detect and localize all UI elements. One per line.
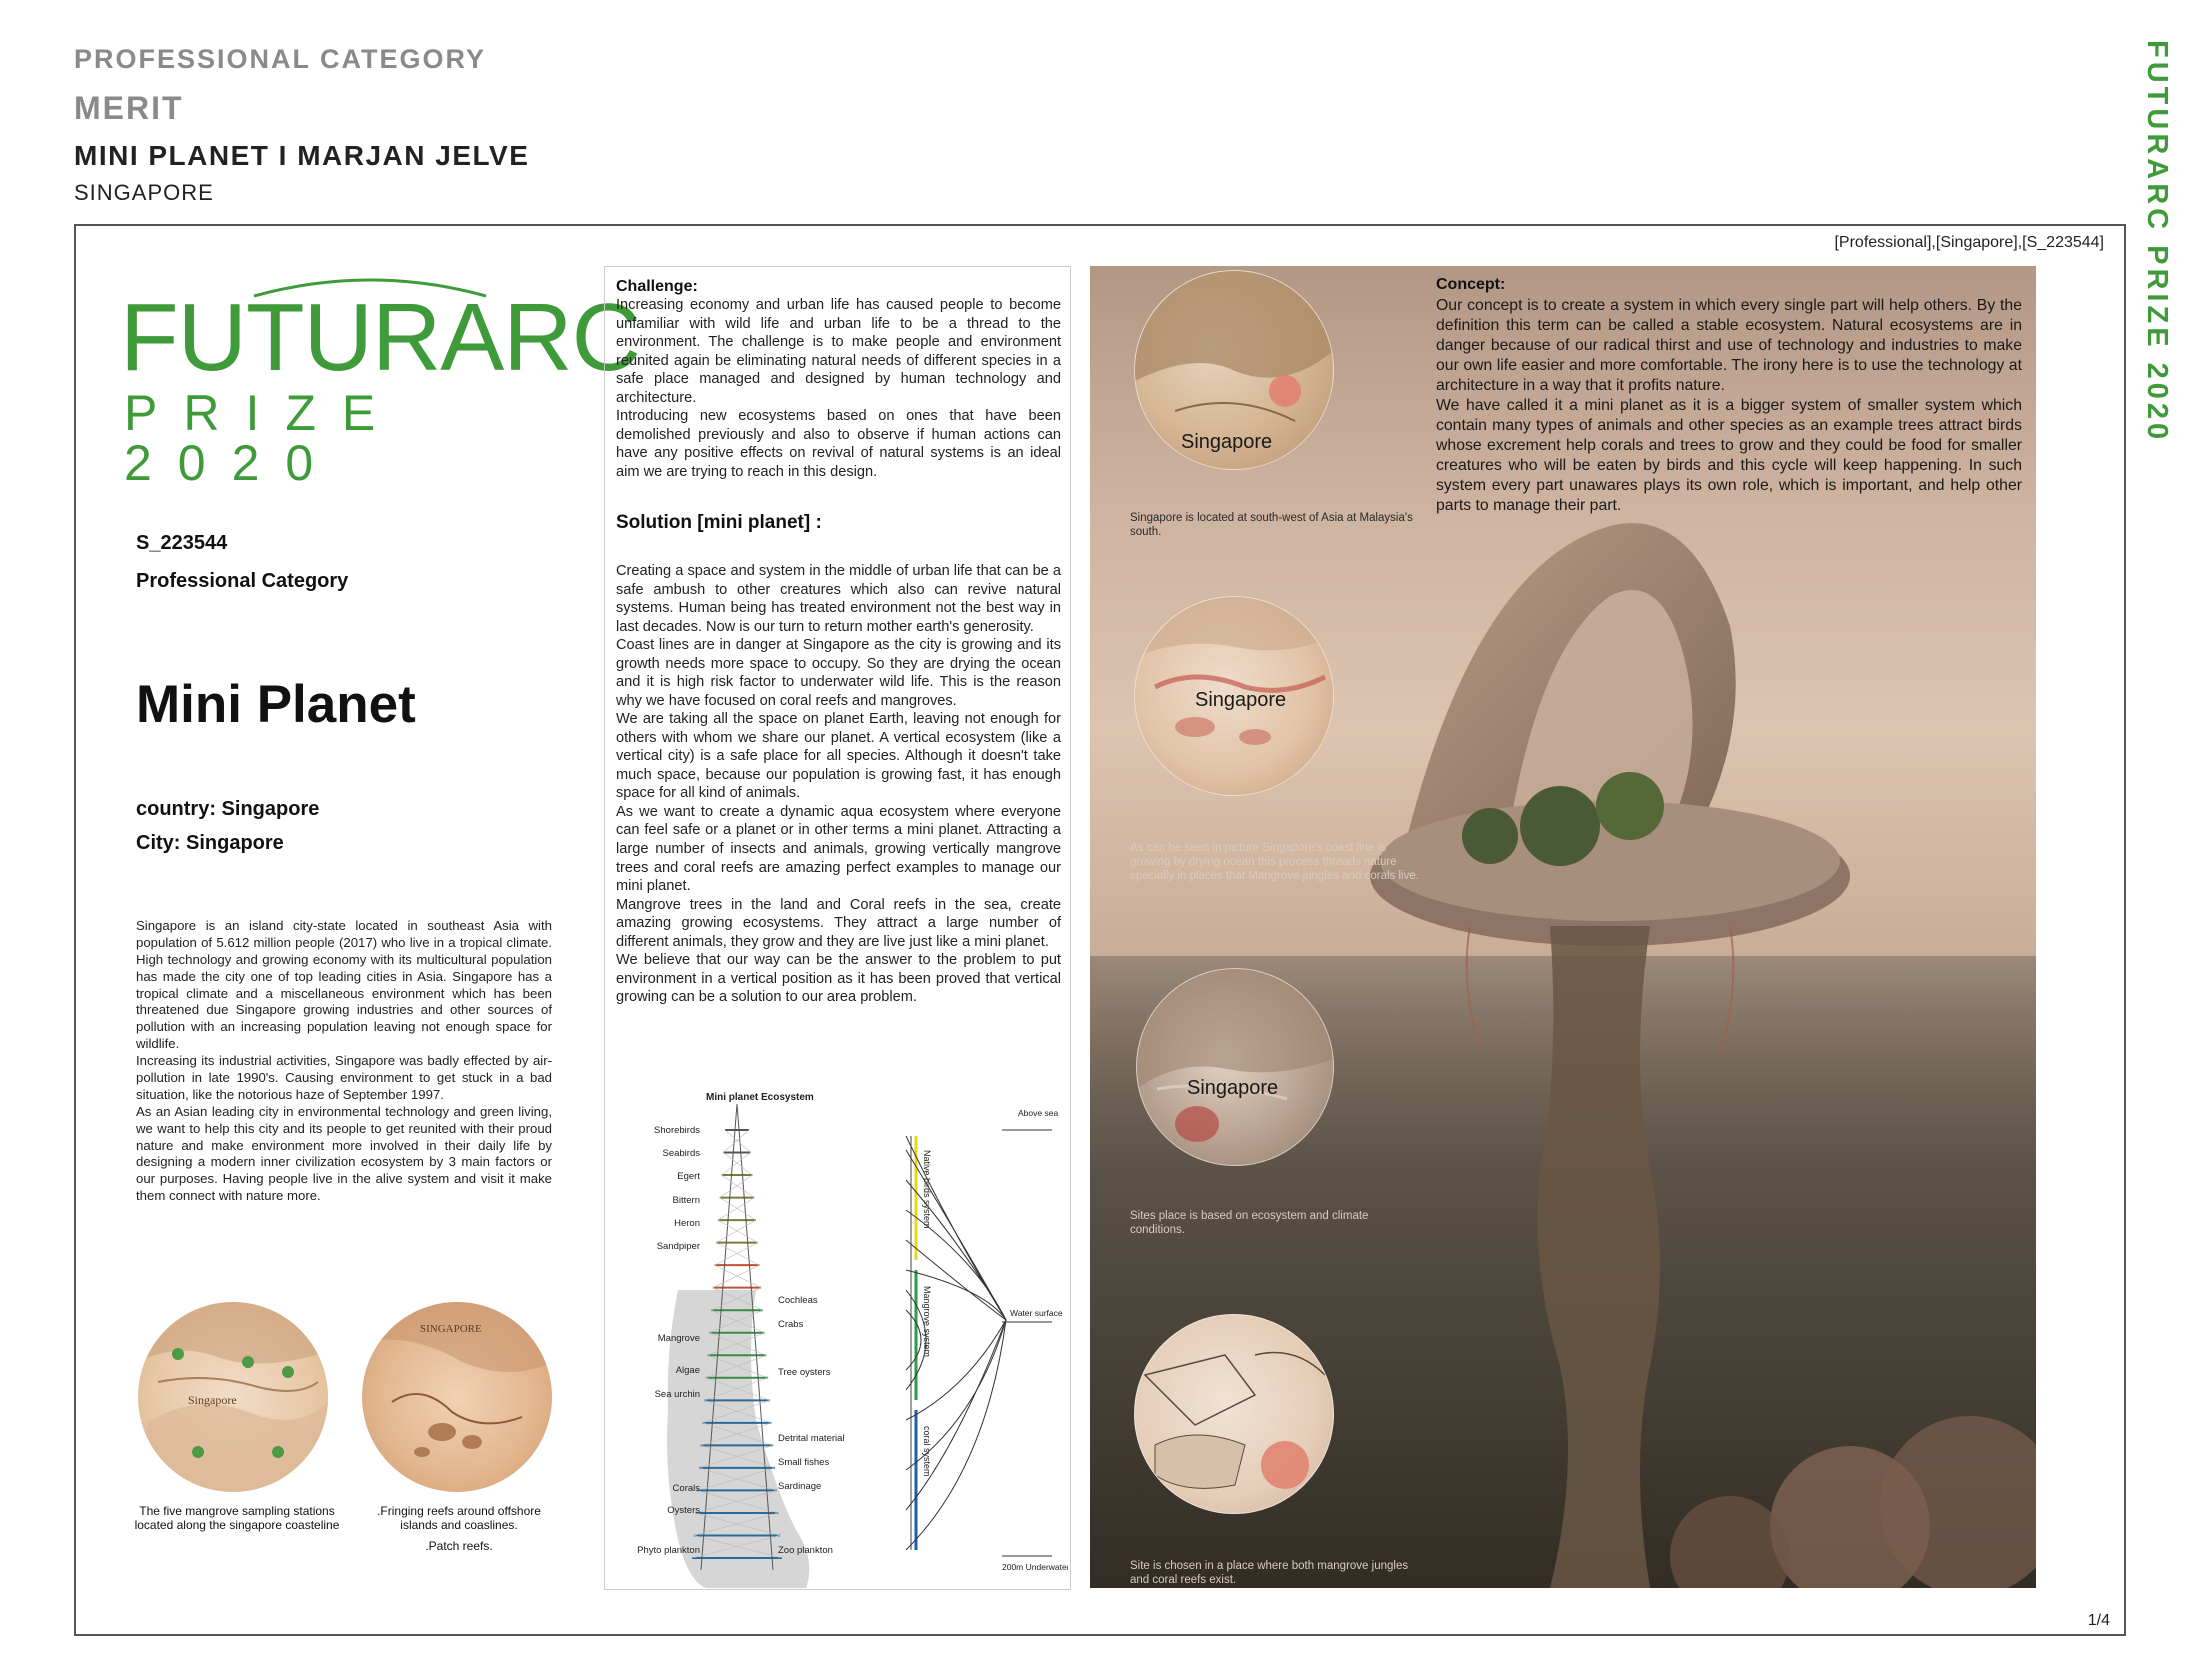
intro-paragraph: As an Asian leading city in environmental technology and green living, we want to help this city and its people to get reunited with their proud nature and make environment more involved in their daily life by designing a modern inner civilization ecosystem by 3 main factors or our purposes. Having people live in the alive system and visit it make them connect with nature more. xyxy=(136,1103,552,1204)
challenge-heading: Challenge: xyxy=(616,278,698,295)
ecosystem-cross-link xyxy=(722,1153,751,1176)
coral-system-label: coral system xyxy=(922,1426,932,1477)
country-label: country: Singapore xyxy=(136,798,320,820)
ecosystem-cross-link xyxy=(718,1198,754,1221)
ecosystem-left-label: Sandpiper xyxy=(656,1241,700,1252)
ecosystem-right-label: Sardinage xyxy=(778,1481,822,1492)
ecosystem-left-label: Shorebirds xyxy=(654,1125,700,1136)
ecosystem-left-label: Seabirds xyxy=(662,1148,700,1159)
submission-category: Professional Category xyxy=(136,570,349,592)
mangrove-map-icon xyxy=(138,1302,328,1492)
reefs-caption-line: .Patch reefs. xyxy=(425,1538,493,1553)
ecosystem-right-label: Zoo plankton xyxy=(778,1545,833,1556)
asia-location-map xyxy=(1134,270,1334,470)
city-label: City: Singapore xyxy=(136,832,284,854)
ecosystem-left-label: Mangrove xyxy=(657,1333,700,1344)
ecosystem-cross-link xyxy=(723,1153,752,1176)
concept-paragraph: Our concept is to create a system in which every single part will help others. By the definition this term can be called a stable ecosystem. Natural ecosystems are in danger because of our radical thirst and use of technology and industries to make our own life easier and more comfortable. The irony here is to use the technology at architecture in a way that it profits nature. xyxy=(1436,297,2022,395)
page-number: 1/4 xyxy=(2087,1612,2110,1629)
map-caption-coastline: As can be seen in picture Singapore's coast line is growing by drying ocean this process threads nature specially in places that Mangrove jungles and corals live. xyxy=(1130,842,1419,882)
mangrove-map-caption: The five mangrove sampling stations located along the singapore coasteline xyxy=(134,1504,340,1533)
solution-heading: Solution [mini planet] : xyxy=(616,512,822,533)
challenge-paragraph: Increasing economy and urban life has caused people to become unfamiliar with wild life and urban life to be a thread to the environment. The challenge is to make people and environment reunited again be eliminating natural needs of different species in a safe place managed and designed by human technology and architecture. xyxy=(616,297,1061,406)
ecosystem-cross-link xyxy=(720,1198,756,1221)
ecosystem-cross-link xyxy=(722,1175,755,1198)
category-heading: PROFESSIONAL CATEGORY xyxy=(74,44,487,74)
ecosystem-cross-link xyxy=(716,1220,756,1243)
ecosystem-cross-link xyxy=(723,1130,749,1153)
intro-paragraph: Singapore is an island city-state located in southeast Asia with population of 5.612 million people (2017) who live in a tropical climate. High technology and growing economy with its multicultural population has made the city one of top leading cities in Asia. Singapore has a tropical climate and a miscellaneous environment which has been threatened due Singapore growing industries and other sources of pollution with an increasing population leaving not enough space for wildlife. xyxy=(136,918,552,1052)
reefs-map-icon xyxy=(362,1302,552,1492)
level-water-surface: Water surface xyxy=(1010,1308,1063,1318)
ecosystem-cross-link xyxy=(716,1243,759,1266)
challenge-paragraph: Introducing new ecosystems based on ones that have been demolished previously and also to observe if human actions can have any positive effects on revival of natural systems is an ideal aim we are trying to reach in this design. xyxy=(616,408,1061,480)
map-caption-location: Singapore is located at south-west of Asia at Malaysia's south. xyxy=(1130,512,1413,538)
level-underwater: 200m Underwater xyxy=(1002,1562,1068,1572)
native-birds-system-label: Native birds system xyxy=(922,1150,932,1229)
ecosystem-left-label: Corals xyxy=(672,1483,700,1494)
ecosystem-cross-link xyxy=(713,1265,760,1288)
map-label-singapore: Singapore xyxy=(1195,689,1287,711)
ecosystem-left-label: Algae xyxy=(675,1365,700,1376)
ecosystem-cross-link xyxy=(720,1175,753,1198)
award-heading: MERIT xyxy=(74,90,184,126)
map-label-singapore: Singapore xyxy=(1187,1077,1279,1099)
solution-paragraph: Mangrove trees in the land and Coral reefs in the sea, create amazing growing ecosystems. They attract a large number of different animals, they grow and they are live just like a mini planet. xyxy=(616,896,1061,950)
reefs-caption-line: .Fringing reefs around offshore islands and coaslines. xyxy=(377,1504,541,1533)
project-author-heading: MINI PLANET I MARJAN JELVE xyxy=(74,140,530,171)
concept-heading: Concept: xyxy=(1436,276,1506,293)
futurarc-logo xyxy=(120,270,640,491)
challenge-text xyxy=(616,296,1061,481)
ecosystem-left-label: Sea urchin xyxy=(654,1389,700,1400)
mangrove-stations-map xyxy=(138,1302,328,1492)
site-selection-map-icon xyxy=(1135,1315,1333,1513)
solution-paragraph: Creating a space and system in the middle of urban life that can be a safe ambush to other creatures which also can revive natural systems. Human being has treated environment not the best way in last decades. Now is our turn to return mother earth's generosity. xyxy=(616,563,1061,635)
fringing-reefs-map xyxy=(362,1302,552,1492)
solution-paragraph: Coast lines are in danger at Singapore as the city is growing and its growth needs more space to occupy. So they are drying the ocean and it is high risk factor to underwater wild life. This is the reason why we have focused on coral reefs and mangroves. xyxy=(616,637,1061,709)
ecosystem-left-label: Bittern xyxy=(672,1195,700,1206)
map-a-label: Singapore xyxy=(188,1393,237,1407)
ecosystem-right-label: Small fishes xyxy=(778,1457,830,1468)
ecosystem-right-label: Cochleas xyxy=(778,1295,818,1306)
site-conditions-map-icon xyxy=(1137,969,1333,1165)
board-tagline: [Professional],[Singapore],[S_223544] xyxy=(1834,234,2104,251)
map-caption-site-selection: Site is chosen in a place where both mangrove jungles and coral reefs exist. xyxy=(1130,1560,1409,1586)
ecosystem-diagram xyxy=(606,1090,1068,1588)
ecosystem-right-label: Crabs xyxy=(778,1319,804,1330)
logo-main-text: FUTURARC xyxy=(120,284,640,391)
intro-paragraph: Increasing its industrial activities, Singapore was badly effected by air-pollution in late 1990's. Causing environment to get stuck in a bad situation, like the notorious haze of September 1997. xyxy=(136,1053,552,1102)
site-conditions-map xyxy=(1136,968,1334,1166)
map-b-label: SINGAPORE xyxy=(420,1323,482,1335)
ecosystem-right-label: Tree oysters xyxy=(778,1367,831,1378)
coastline-growth-map xyxy=(1134,596,1334,796)
ecosystem-left-label: Heron xyxy=(674,1218,700,1229)
ecosystem-cross-link xyxy=(715,1265,762,1288)
level-above-sea: Above sea xyxy=(1018,1108,1059,1118)
solution-text xyxy=(616,562,1061,1007)
ecosystem-cross-link xyxy=(725,1130,751,1153)
side-title-text: FUTURARC PRIZE 2020 xyxy=(2141,40,2173,444)
mangrove-system-label: Mangrove system xyxy=(922,1286,932,1358)
side-title xyxy=(2140,40,2200,640)
ecosystem-cross-link xyxy=(718,1220,758,1243)
concept-text xyxy=(1436,296,2022,517)
location-heading: SINGAPORE xyxy=(74,180,214,205)
ecosystem-left-label: Oysters xyxy=(667,1505,700,1516)
solution-paragraph: As we want to create a dynamic aqua ecosystem where everyone can feel safe or a planet or in other terms a mini planet. Attracting a large number of insects and animals, growing vertically mangrove trees and coral reefs are amazing perfect examples to manage our mini planet. xyxy=(616,803,1061,895)
submission-id: S_223544 xyxy=(136,532,228,554)
solution-paragraph: We are taking all the space on planet Earth, leaving not enough for others with whom we share our planet. A vertical ecosystem (like a vertical city) is a safe place for all species. Although it doesn't take much space, because our population is growing fast, it has enough space for all kind of animals. xyxy=(616,711,1061,802)
ecosystem-title: Mini planet Ecosystem xyxy=(706,1092,814,1103)
logo-sub-text: PRIZE 2020 xyxy=(124,385,402,491)
ecosystem-left-label: Egert xyxy=(677,1171,700,1182)
solution-paragraph: We believe that our way can be the answer to the problem to put environment in a vertical position as it has been proved that vertical growing can be a solution to our area problem. xyxy=(616,952,1061,1006)
ecosystem-right-label: Detrital material xyxy=(778,1433,845,1444)
intro-text xyxy=(136,918,552,1205)
ecosystem-left-label: Phyto plankton xyxy=(637,1545,700,1556)
concept-paragraph: We have called it a mini planet as it is a bigger system of smaller system which contain many types of animals and other species as an example trees attract birds whose excrement help corals and trees to grow and they could be food for smaller creatures who will be eaten by birds and this cycle will keep happening. In such system every part unawares plays its own role, which is important, and help other parts to manage their part. xyxy=(1436,397,2022,515)
ecosystem-diagram-svg xyxy=(606,1090,1068,1588)
project-title: Mini Planet xyxy=(136,675,416,734)
site-selection-map xyxy=(1134,1314,1334,1514)
reefs-map-caption xyxy=(364,1504,554,1553)
map-label-singapore: Singapore xyxy=(1181,431,1273,453)
ecosystem-cross-link xyxy=(715,1243,758,1266)
map-caption-site-conditions: Sites place is based on ecosystem and climate conditions. xyxy=(1130,1210,1369,1236)
